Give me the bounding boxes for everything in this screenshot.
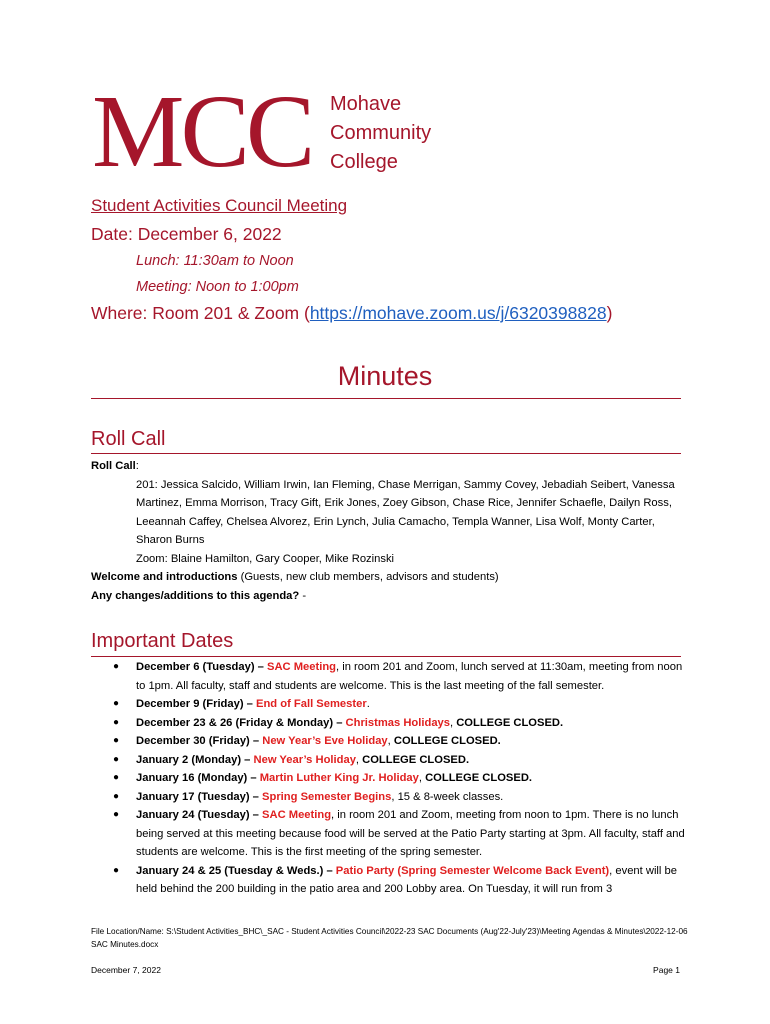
date-item: ● January 24 (Tuesday) – SAC Meeting, in room 201 and Zoom, meeting from noon to 1pm. There is no lunch being served at this meeting because food will be served at the Patio Party starting at 3pm. All faculty, staff and students are welcome. This is the first meeting of the spring semester. [91, 806, 691, 862]
agenda-changes-line: Any changes/additions to this agenda? - [91, 589, 307, 602]
bullet-icon: ● [113, 864, 120, 876]
roll-call-label-line: Roll Call: [91, 460, 139, 472]
bullet-icon: ● [113, 753, 120, 765]
bullet-icon: ● [113, 661, 120, 672]
date-item: ● December 23 & 26 (Friday & Monday) – Christmas Holidays, COLLEGE CLOSED. [91, 714, 691, 733]
meeting-title: Student Activities Council Meeting [91, 196, 348, 215]
bullet-icon: ● [113, 735, 120, 746]
roll-call-body [91, 457, 691, 605]
bullet-icon: ● [113, 790, 120, 802]
minutes-title: Minutes [337, 361, 433, 391]
bullet-icon: ● [113, 698, 120, 709]
important-dates-list [91, 658, 691, 899]
important-dates-divider [91, 656, 681, 657]
footer-date: December 7, 2022 [91, 965, 161, 975]
zoom-attendees: Zoom: Blaine Hamilton, Gary Cooper, Mike Rozinski [136, 552, 395, 565]
zoom-link[interactable]: https://mohave.zoom.us/j/6320398828 [309, 303, 607, 323]
bullet-icon: ● [113, 772, 120, 783]
date-item: ● December 9 (Friday) – End of Fall Semester. [91, 695, 691, 714]
date-item: ● January 24 & 25 (Tuesday & Weds.) – Patio Party (Spring Semester Welcome Back Event), event will be held behind the 200 building in the patio area and 200 Lobby area. On Tuesday, it will run from 3 [91, 862, 691, 899]
meeting-location: Where: Room 201 & Zoom (https://mohave.zoom.us/j/6320398828) [91, 303, 613, 323]
welcome-line: Welcome and introductions (Guests, new club members, advisors and students) [91, 571, 499, 583]
roll-call-heading: Roll Call [91, 428, 166, 450]
date-item: ● January 16 (Monday) – Martin Luther King Jr. Holiday, COLLEGE CLOSED. [91, 769, 691, 788]
title-divider [91, 398, 681, 399]
bullet-icon: ● [113, 716, 120, 728]
bullet-icon: ● [113, 809, 120, 820]
important-dates-heading: Important Dates [91, 630, 234, 652]
roll-call-divider [91, 453, 681, 454]
date-item: ● December 30 (Friday) – New Year’s Eve Holiday, COLLEGE CLOSED. [91, 732, 691, 751]
logo-letters: MCC [92, 74, 312, 189]
date-item: ● January 2 (Monday) – New Year’s Holiday, COLLEGE CLOSED. [91, 751, 691, 770]
college-logo [92, 74, 452, 189]
meeting-date: Date: December 6, 2022 [91, 224, 282, 244]
lunch-time: Lunch: 11:30am to Noon [136, 253, 294, 269]
logo-college-name: Mohave Community College [330, 93, 432, 173]
meeting-time: Meeting: Noon to 1:00pm [136, 279, 299, 295]
page-number: Page 1 [653, 965, 680, 975]
date-item: ● December 6 (Tuesday) – SAC Meeting, in room 201 and Zoom, lunch served at 11:30am, meeting from noon to 1pm. All faculty, staff and students are welcome. This is the last meeting of the fall semester. [91, 658, 691, 695]
file-location-footer: File Location/Name: S:\Student Activities_BHC\_SAC - Student Activities Council\2022-23 SAC Documents (Aug'22-July'23)\Meeting Agendas & Minutes\2022-12-06 SAC Minutes.docx [91, 927, 688, 949]
room-201-attendees: 201: Jessica Salcido, William Irwin, Ian Fleming, Chase Merrigan, Sammy Covey, Jebadiah Seibert, Vanessa Martinez, Emma Morrison, Tracy Gift, Erik Jones, Zoey Gibson, Chase Rice, Jennifer Schaefle, Dailyn Ross, Leeannah Caffey, Chelsea Alvorez, Erin Lynch, Julia Camacho, Templa Wanner, Lisa Wolf, Monty Carter, Sharon Burns [136, 478, 675, 546]
date-item: ● January 17 (Tuesday) – Spring Semester Begins, 15 & 8-week classes. [91, 788, 691, 807]
